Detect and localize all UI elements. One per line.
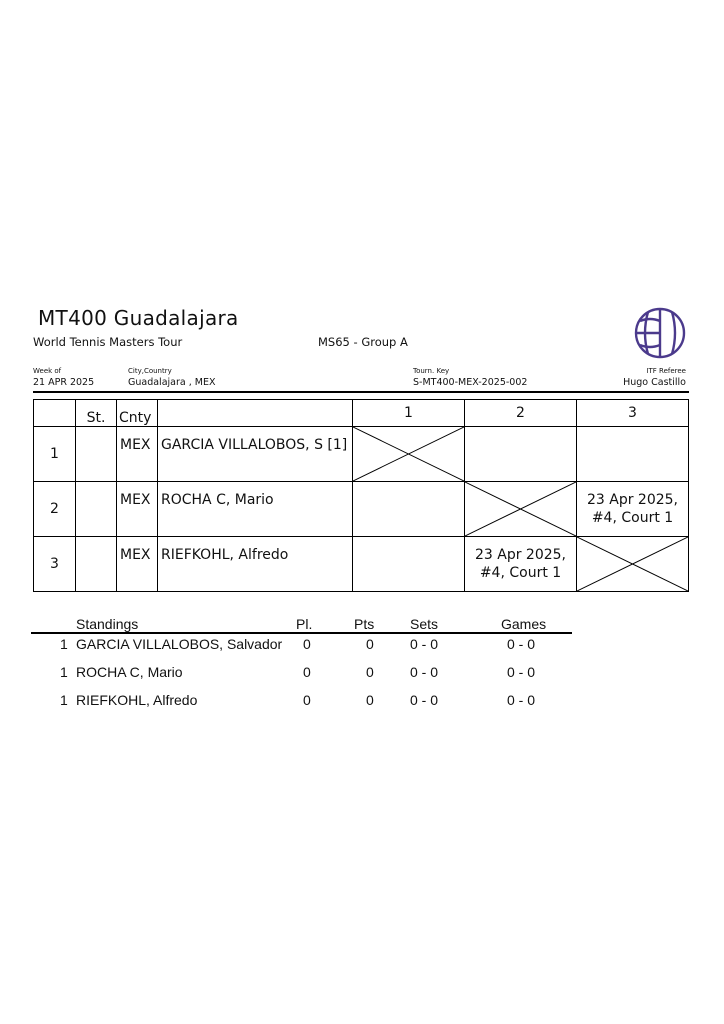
round-robin-grid bbox=[33, 399, 689, 592]
tennis-ball-globe-icon bbox=[632, 307, 688, 359]
grid-header-col-1: 1 bbox=[353, 400, 465, 427]
match-cell bbox=[353, 482, 465, 537]
standings-player: GARCIA VILLALOBOS, Salvador bbox=[76, 636, 283, 652]
referee-value: Hugo Castillo bbox=[623, 377, 686, 388]
player-name: ROCHA C, Mario bbox=[161, 492, 274, 508]
event-name: MS65 - Group A bbox=[318, 335, 408, 349]
standings-rank: 1 bbox=[60, 664, 68, 680]
country-code: MEX bbox=[120, 492, 151, 508]
standings-header: Standings bbox=[76, 616, 139, 632]
standings-games: 0 - 0 bbox=[507, 636, 536, 652]
self-match-cross bbox=[577, 537, 689, 592]
standings-sets: 0 - 0 bbox=[410, 692, 439, 708]
standings-header-sets: Sets bbox=[410, 616, 439, 632]
week-value: 21 APR 2025 bbox=[33, 377, 95, 388]
match-cell bbox=[353, 537, 465, 592]
match-cell bbox=[577, 427, 689, 482]
city-label: City,Country bbox=[128, 367, 172, 375]
tourn-key-label: Tourn. Key bbox=[413, 367, 450, 375]
tournament-title: MT400 Guadalajara bbox=[38, 306, 239, 330]
seed-number: 1 bbox=[34, 427, 76, 482]
self-match-cross bbox=[465, 482, 577, 537]
city-value: Guadalajara , MEX bbox=[128, 377, 216, 388]
standings-header-points: Pts bbox=[354, 616, 375, 632]
standings-points: 0 bbox=[366, 692, 374, 708]
referee-label: ITF Referee bbox=[646, 367, 686, 375]
standings-played: 0 bbox=[303, 692, 311, 708]
standings-divider bbox=[31, 632, 572, 634]
country-code: MEX bbox=[120, 437, 151, 453]
grid-row bbox=[34, 427, 689, 482]
standings-sets: 0 - 0 bbox=[410, 636, 439, 652]
country-code: MEX bbox=[120, 547, 151, 563]
self-match-cross bbox=[353, 427, 465, 482]
grid-header-col-3: 3 bbox=[577, 400, 689, 427]
organization-name: World Tennis Masters Tour bbox=[33, 335, 183, 349]
standings-player: ROCHA C, Mario bbox=[76, 664, 183, 680]
grid-header-col-2: 2 bbox=[465, 400, 577, 427]
standings-played: 0 bbox=[303, 664, 311, 680]
seed-number: 3 bbox=[34, 537, 76, 592]
standings-points: 0 bbox=[366, 636, 374, 652]
standings-header-games: Games bbox=[501, 616, 547, 632]
standings-points: 0 bbox=[366, 664, 374, 680]
grid-header-seed bbox=[34, 400, 76, 427]
status-cell bbox=[76, 482, 117, 537]
grid-header-st: St. bbox=[76, 400, 117, 427]
grid-header-name bbox=[158, 400, 353, 427]
standings-rank: 1 bbox=[60, 692, 68, 708]
header-divider bbox=[33, 391, 689, 393]
status-cell bbox=[76, 537, 117, 592]
grid-row bbox=[34, 537, 689, 592]
grid-header-cnty: Cnty bbox=[117, 400, 158, 427]
tourn-key-value: S-MT400-MEX-2025-002 bbox=[413, 377, 528, 388]
standings-sets: 0 - 0 bbox=[410, 664, 439, 680]
seed-number: 2 bbox=[34, 482, 76, 537]
standings-games: 0 - 0 bbox=[507, 692, 536, 708]
grid-header-row bbox=[34, 400, 689, 427]
standings-games: 0 - 0 bbox=[507, 664, 536, 680]
status-cell bbox=[76, 427, 117, 482]
player-name: RIEFKOHL, Alfredo bbox=[161, 547, 289, 563]
match-cell bbox=[465, 427, 577, 482]
match-schedule: 23 Apr 2025, #4, Court 1 bbox=[465, 537, 577, 592]
week-label: Week of bbox=[33, 367, 62, 375]
standings-player: RIEFKOHL, Alfredo bbox=[76, 692, 198, 708]
grid-row bbox=[34, 482, 689, 537]
standings-rank: 1 bbox=[60, 636, 68, 652]
player-name: GARCIA VILLALOBOS, S [1] bbox=[161, 437, 348, 453]
standings-played: 0 bbox=[303, 636, 311, 652]
standings-header-played: Pl. bbox=[296, 616, 313, 632]
match-schedule: 23 Apr 2025, #4, Court 1 bbox=[577, 482, 689, 537]
